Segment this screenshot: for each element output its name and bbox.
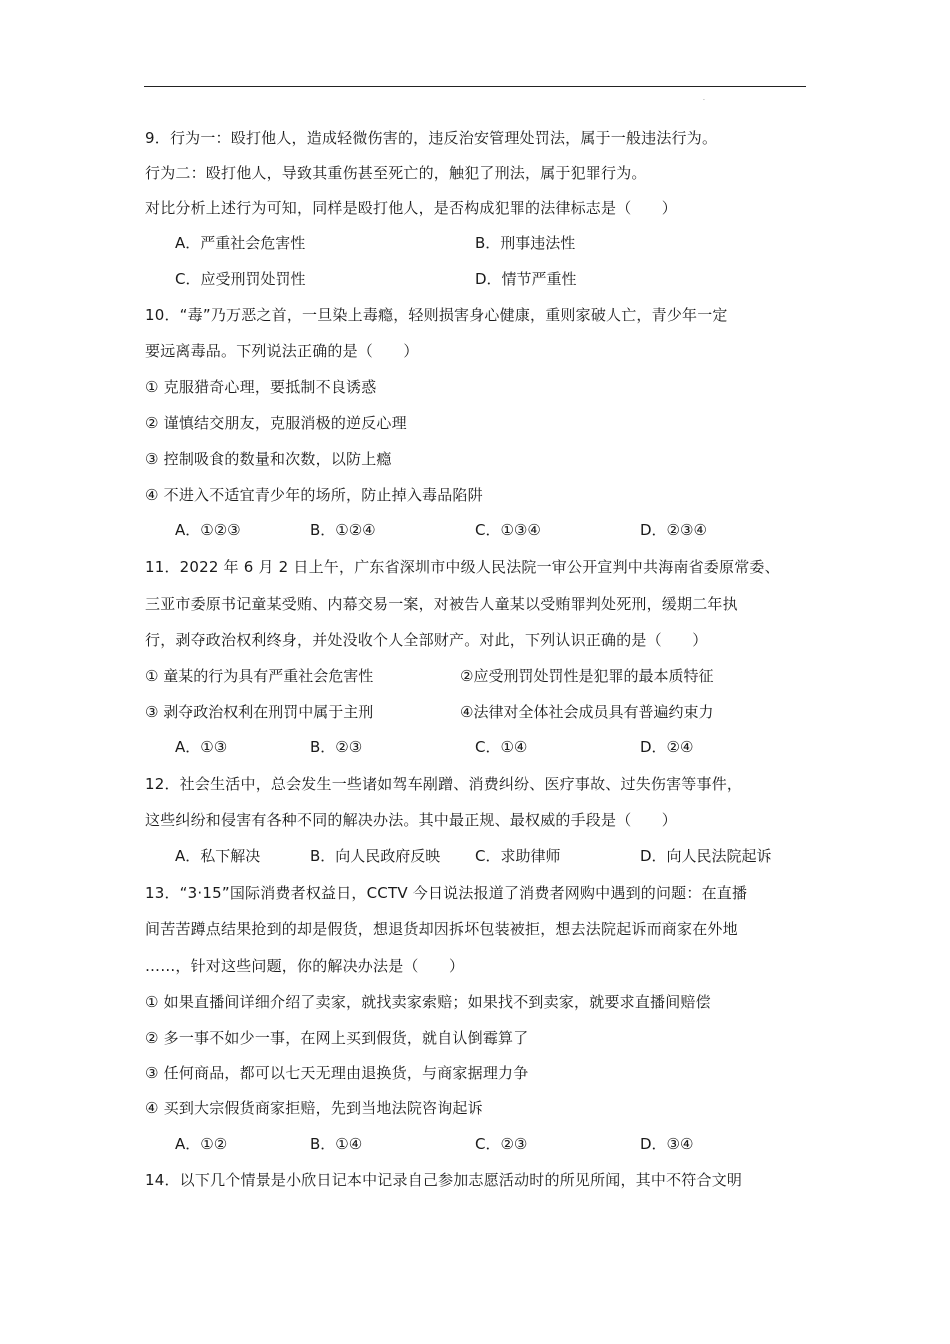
q13-stem-line1: 13．“3·15”国际消费者权益日，CCTV 今日说法报道了消费者网购中遇到的问题：在直播 [145,884,748,902]
header-rule [144,86,806,87]
q13-option-a[interactable]: A．①② [175,1135,228,1153]
q13-option-b[interactable]: B．①④ [310,1135,363,1153]
q13-statement-3: ③ 任何商品，都可以七天无理由退换货，与商家据理力争 [145,1064,529,1082]
q13-option-d[interactable]: D．③④ [640,1135,694,1153]
q11-stem-line2: 三亚市委原书记童某受贿、内幕交易一案，对被告人童某以受贿罪判处死刑，缓期二年执 [145,595,738,613]
q11-option-c[interactable]: C．①④ [475,738,528,756]
q11-statement-4: ④法律对全体社会成员具有普遍约束力 [460,703,714,721]
q10-statement-3: ③ 控制吸食的数量和次数，以防上瘾 [145,450,392,468]
q14-stem-line1: 14．以下几个情景是小欣日记本中记录自己参加志愿活动时的所见所闻，其中不符合文明 [145,1171,743,1189]
q9-option-c[interactable]: C．应受刑罚处罚性 [175,270,306,288]
q11-stem-line1: 11．2022 年 6 月 2 日上午，广东省深圳市中级人民法院一审公开宣判中共海南省委原常委、 [145,558,780,576]
q12-option-d[interactable]: D．向人民法院起诉 [640,847,772,865]
q9-option-a[interactable]: A．严重社会危害性 [175,234,306,252]
q10-option-d[interactable]: D．②③④ [640,521,707,539]
q10-option-c[interactable]: C．①③④ [475,521,541,539]
q10-option-b[interactable]: B．①②④ [310,521,376,539]
q11-option-b[interactable]: B．②③ [310,738,363,756]
q11-stem-line3: 行，剥夺政治权利终身，并处没收个人全部财产。对此，下列认识正确的是（ ） [145,631,708,649]
q9-stem-line1: 9．行为一：殴打他人，造成轻微伤害的，违反治安管理处罚法，属于一般违法行为。 [145,129,718,147]
q12-stem-line2: 这些纠纷和侵害有各种不同的解决办法。其中最正规、最权威的手段是（ ） [145,811,678,829]
q13-statement-2: ② 多一事不如少一事，在网上买到假货，就自认倒霉算了 [145,1029,529,1047]
q10-stem-line1: 10．“毒”乃万恶之首，一旦染上毒瘾，轻则损害身心健康，重则家破人亡，青少年一定 [145,306,728,324]
q13-statement-4: ④ 买到大宗假货商家拒赔，先到当地法院咨询起诉 [145,1099,483,1117]
q10-statement-4: ④ 不进入不适宜青少年的场所，防止掉入毒品陷阱 [145,486,483,504]
q10-statement-2: ② 谨慎结交朋友，克服消极的逆反心理 [145,414,407,432]
q12-option-b[interactable]: B．向人民政府反映 [310,847,441,865]
q12-option-c[interactable]: C．求助律师 [475,847,561,865]
q11-statement-2: ②应受刑罚处罚性是犯罪的最本质特征 [460,667,714,685]
q10-option-a[interactable]: A．①②③ [175,521,241,539]
q10-stem-line2: 要远离毒品。下列说法正确的是（ ） [145,342,419,360]
q11-option-d[interactable]: D．②④ [640,738,694,756]
q11-statement-1: ① 童某的行为具有严重社会危害性 [145,667,374,685]
header-mark: . [703,95,705,102]
q13-stem-line2: 间苦苦蹲点结果抢到的却是假货，想退货却因拆坏包装被拒，想去法院起诉而商家在外地 [145,920,738,938]
q9-option-d[interactable]: D．情节严重性 [475,270,577,288]
q10-statement-1: ① 克服猎奇心理，要抵制不良诱惑 [145,378,377,396]
q9-stem-line2: 行为二：殴打他人，导致其重伤甚至死亡的，触犯了刑法，属于犯罪行为。 [145,164,647,182]
q12-option-a[interactable]: A．私下解决 [175,847,261,865]
q11-option-a[interactable]: A．①③ [175,738,228,756]
q13-statement-1: ① 如果直播间详细介绍了卖家，就找卖家索赔；如果找不到卖家，就要求直播间赔偿 [145,993,711,1011]
q13-option-c[interactable]: C．②③ [475,1135,528,1153]
q9-option-b[interactable]: B．刑事违法性 [475,234,576,252]
q11-statement-3: ③ 剥夺政治权利在刑罚中属于主刑 [145,703,374,721]
q13-stem-line3: ……，针对这些问题，你的解决办法是（ ） [145,957,465,975]
q12-stem-line1: 12．社会生活中，总会发生一些诸如驾车剐蹭、消费纠纷、医疗事故、过失伤害等事件， [145,775,743,793]
q9-stem-line3: 对比分析上述行为可知，同样是殴打他人，是否构成犯罪的法律标志是（ ） [145,199,678,217]
